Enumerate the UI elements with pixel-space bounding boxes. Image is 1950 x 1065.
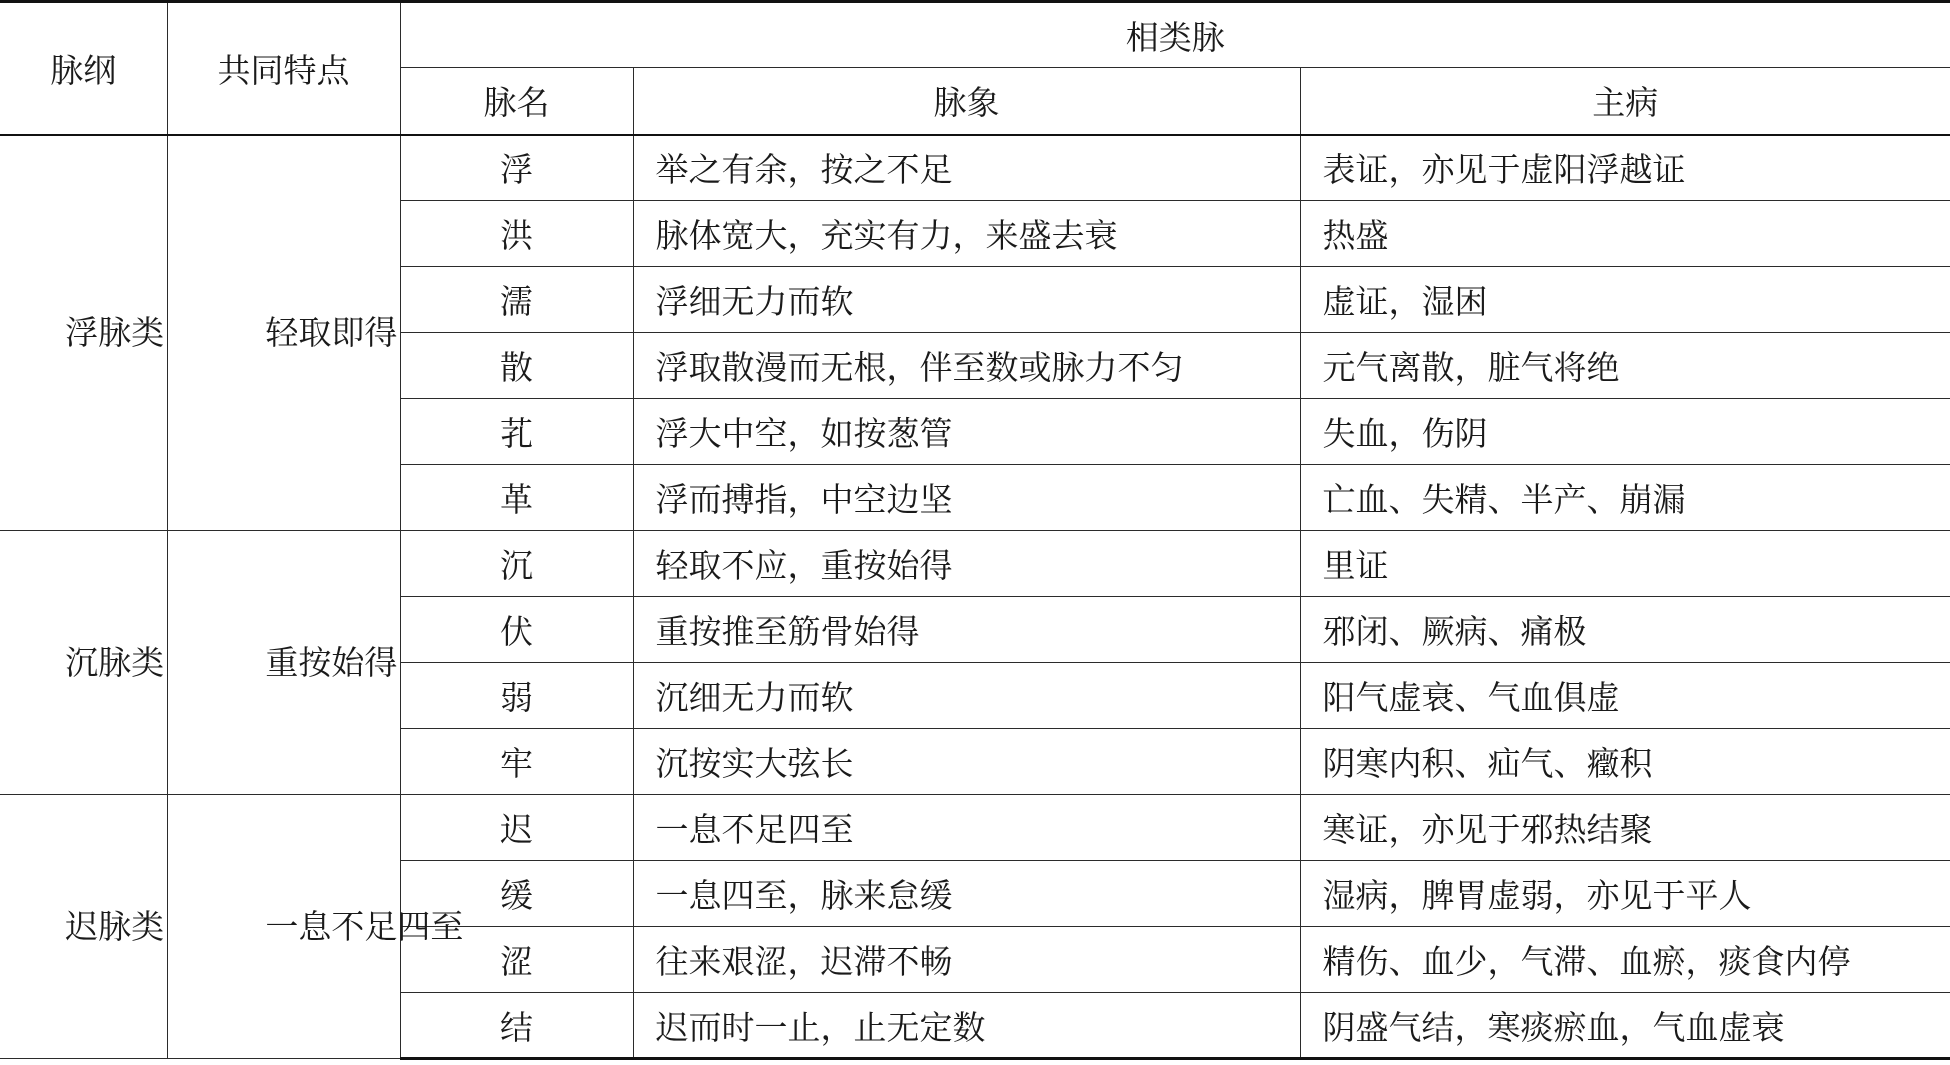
header-pulse-name: 脉名 xyxy=(400,68,633,135)
pulse-name-cell: 涩 xyxy=(400,927,633,993)
pulse-image-cell: 一息不足四至 xyxy=(633,795,1300,861)
common-feature-cell xyxy=(167,531,400,795)
main-disease-cell: 阴寒内积、疝气、癥积 xyxy=(1300,729,1950,795)
pulse-name-cell: 浮 xyxy=(400,135,633,201)
pulse-image-cell: 重按推至筋骨始得 xyxy=(633,597,1300,663)
main-disease-cell: 表证，亦见于虚阳浮越证 xyxy=(1300,135,1950,201)
main-disease-cell: 湿病，脾胃虚弱，亦见于平人 xyxy=(1300,861,1950,927)
pulse-group-label: 浮脉类 xyxy=(65,313,165,353)
pulse-name-cell: 伏 xyxy=(400,597,633,663)
header-pulse-group: 脉纲 xyxy=(0,2,167,135)
pulse-image-cell: 浮大中空，如按葱管 xyxy=(633,399,1300,465)
main-disease-cell: 阴盛气结，寒痰瘀血，气血虚衰 xyxy=(1300,993,1950,1059)
pulse-image-cell: 浮而搏指，中空边坚 xyxy=(633,465,1300,531)
pulse-name-cell: 散 xyxy=(400,333,633,399)
pulse-name-cell: 弱 xyxy=(400,663,633,729)
pulse-image-cell: 一息四至，脉来怠缓 xyxy=(633,861,1300,927)
pulse-image-cell: 往来艰涩，迟滞不畅 xyxy=(633,927,1300,993)
pulse-name-cell: 芤 xyxy=(400,399,633,465)
common-feature-label: 轻取即得 xyxy=(265,313,398,353)
main-disease-cell: 寒证，亦见于邪热结聚 xyxy=(1300,795,1950,861)
common-feature-label: 重按始得 xyxy=(265,643,398,682)
table-row xyxy=(0,795,1950,861)
pulse-image-cell: 迟而时一止，止无定数 xyxy=(633,993,1300,1059)
pulse-image-cell: 脉体宽大，充实有力，来盛去衰 xyxy=(633,201,1300,267)
pulse-group-cell xyxy=(0,135,167,531)
pulse-name-cell: 革 xyxy=(400,465,633,531)
pulse-group-label: 迟脉类 xyxy=(65,907,165,946)
main-disease-cell: 失血，伤阴 xyxy=(1300,399,1950,465)
pulse-image-cell: 举之有余，按之不足 xyxy=(633,135,1300,201)
main-disease-cell: 热盛 xyxy=(1300,201,1950,267)
pulse-group-cell xyxy=(0,531,167,795)
main-disease-cell: 精伤、血少，气滞、血瘀，痰食内停 xyxy=(1300,927,1950,993)
common-feature-cell xyxy=(167,795,464,1059)
common-feature-cell xyxy=(167,135,400,531)
main-disease-cell: 里证 xyxy=(1300,531,1950,597)
main-disease-cell: 元气离散，脏气将绝 xyxy=(1300,333,1950,399)
header-common-feature: 共同特点 xyxy=(167,2,400,135)
pulse-name-cell: 缓 xyxy=(400,861,633,927)
pulse-image-cell: 沉按实大弦长 xyxy=(633,729,1300,795)
pulse-image-cell: 浮取散漫而无根，伴至数或脉力不匀 xyxy=(633,333,1300,399)
pulse-name-cell: 洪 xyxy=(400,201,633,267)
pulse-name-cell: 迟 xyxy=(400,795,633,861)
pulse-name-cell: 结 xyxy=(400,993,633,1059)
header-main-disease: 主病 xyxy=(1300,68,1950,135)
pulse-group-label: 沉脉类 xyxy=(65,643,165,682)
pulse-name-cell: 濡 xyxy=(400,267,633,333)
pulse-group-cell xyxy=(0,795,167,1059)
table-row xyxy=(0,135,1950,201)
main-disease-cell: 亡血、失精、半产、崩漏 xyxy=(1300,465,1950,531)
table-row xyxy=(0,531,1950,597)
header-pulse-image: 脉象 xyxy=(633,68,1300,135)
table-body xyxy=(0,135,1950,1059)
main-disease-cell: 阳气虚衰、气血俱虚 xyxy=(1300,663,1950,729)
pulse-image-cell: 沉细无力而软 xyxy=(633,663,1300,729)
header-related-pulses: 相类脉 xyxy=(400,2,1950,68)
pulse-name-cell: 牢 xyxy=(400,729,633,795)
pulse-image-cell: 浮细无力而软 xyxy=(633,267,1300,333)
pulse-name-cell: 沉 xyxy=(400,531,633,597)
main-disease-cell: 邪闭、厥病、痛极 xyxy=(1300,597,1950,663)
common-feature-label: 一息不足四至 xyxy=(265,907,464,946)
pulse-image-cell: 轻取不应，重按始得 xyxy=(633,531,1300,597)
main-disease-cell: 虚证，湿困 xyxy=(1300,267,1950,333)
